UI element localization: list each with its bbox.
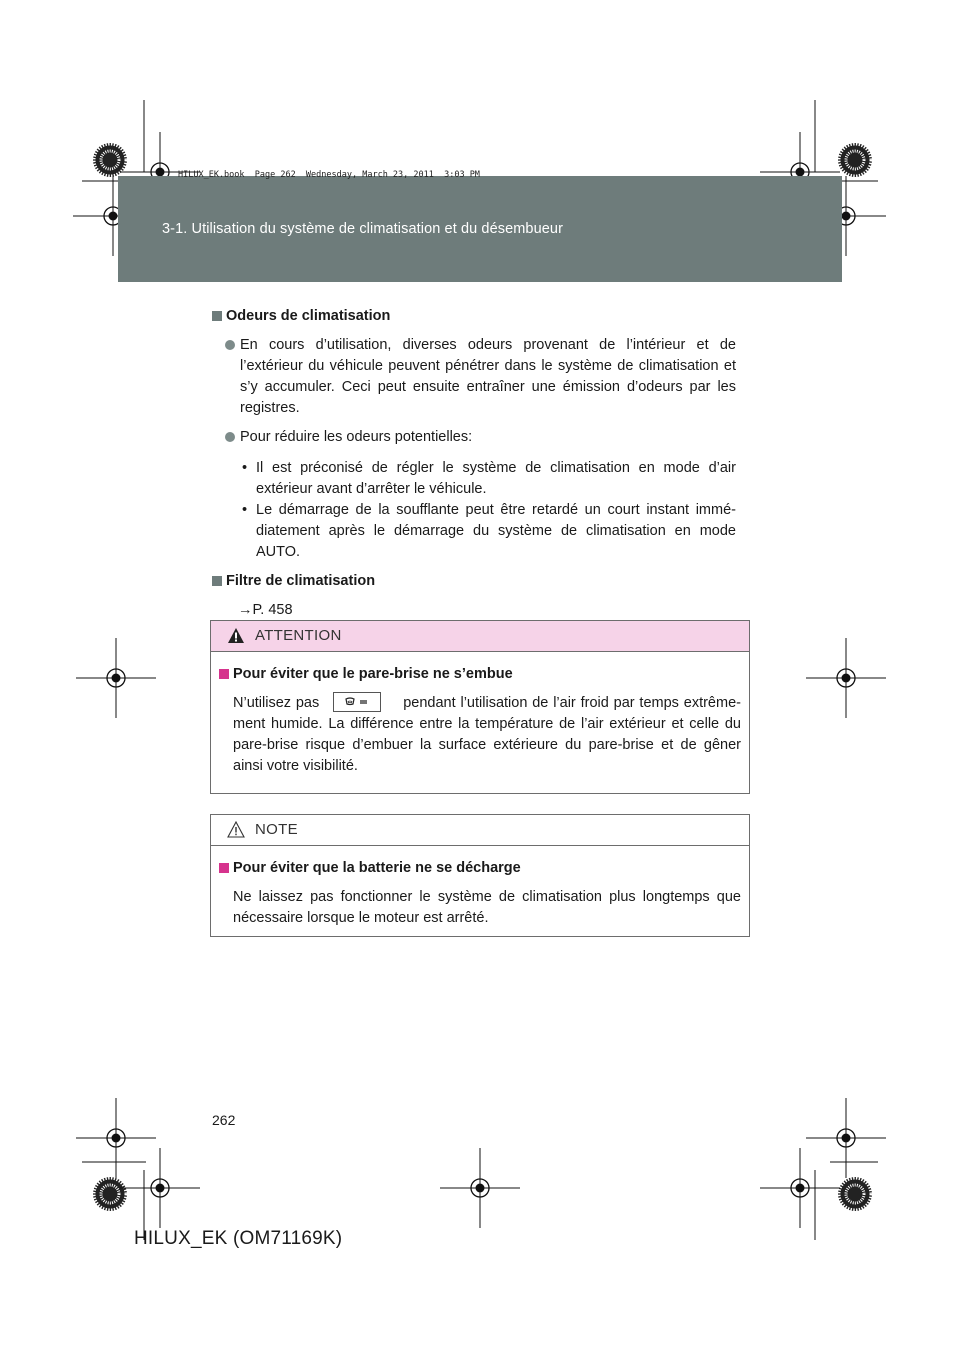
odors-sub-item-1-text: Il est préconisé de régler le système de climatisation en mode d’air extérieur avant d’arrêter le véhicule. — [256, 460, 736, 497]
attention-text-before: N’utilisez pas — [233, 695, 320, 711]
attention-text — [233, 693, 741, 777]
footer-code: HILUX_EK (OM71169K) — [134, 1228, 343, 1249]
filter-page-reference: →P. 458 — [238, 602, 293, 618]
attention-label: ATTENTION — [255, 627, 342, 644]
main-content — [212, 306, 736, 621]
note-box — [210, 814, 750, 937]
odors-bullet-1-text: En cours d’utilisation, diverses odeurs provenant de l’intérieur et de l’extérieur du véhicule peuvent pénétrer dans le système de climatisation et s’y accumuler. Ceci peut ensuite entraîner une émission d’odeurs par les registres. — [240, 337, 736, 416]
note-label: NOTE — [255, 821, 298, 838]
page-number: 262 — [212, 1112, 236, 1128]
bullet-dot-icon — [225, 432, 235, 442]
odors-bullet-1 — [212, 335, 736, 419]
odors-bullet-2-text: Pour réduire les odeurs potentielles: — [240, 429, 473, 445]
attention-text-after: pendant l’utilisation de l’air froid par temps extrêmement humide. La différence entre la température de l’air extérieur et celle du pare-brise risque d’embuer la surface extérieure du pare-brise et de gêner ainsi votre visibilité. — [233, 695, 741, 774]
attention-box — [210, 620, 750, 794]
odors-heading: Odeurs de climatisation — [212, 306, 736, 327]
registration-sunburst-bottom-left — [93, 1177, 127, 1211]
sub-bullet-marker: • — [242, 502, 248, 518]
caution-outline-icon — [227, 821, 245, 838]
windshield-defogger-icon — [333, 692, 381, 712]
sub-bullet-marker: • — [242, 460, 248, 476]
filter-heading: Filtre de climatisation — [212, 571, 736, 592]
attention-header — [211, 621, 749, 652]
warning-triangle-icon — [227, 627, 245, 644]
odors-sub-item-2-text: Le démarrage de la soufflante peut être retardé un court instant immédiatement après le démarrage du système de climatisation en mode AUTO. — [256, 502, 736, 560]
book-stamp: HILUX_EK.book Page 262 Wednesday, March 23, 2011 3:03 PM — [178, 170, 480, 180]
section-title: 3-1. Utilisation du système de climatisation et du désembueur — [162, 221, 564, 237]
attention-heading: Pour éviter que le pare-brise ne s’embue — [219, 664, 741, 685]
note-heading: Pour éviter que la batterie ne se décharge — [219, 858, 741, 879]
note-header — [211, 815, 749, 846]
odors-sub-item-1 — [212, 458, 736, 500]
registration-sunburst-bottom-right — [838, 1177, 872, 1211]
odors-bullet-2 — [212, 427, 736, 448]
bullet-dot-icon — [225, 340, 235, 350]
note-text: Ne laissez pas fonctionner le système de climatisation plus longtemps que nécessaire lorsque le moteur est arrêté. — [233, 889, 741, 926]
registration-sunburst-top-right — [838, 143, 872, 177]
odors-sub-item-2 — [212, 500, 736, 563]
